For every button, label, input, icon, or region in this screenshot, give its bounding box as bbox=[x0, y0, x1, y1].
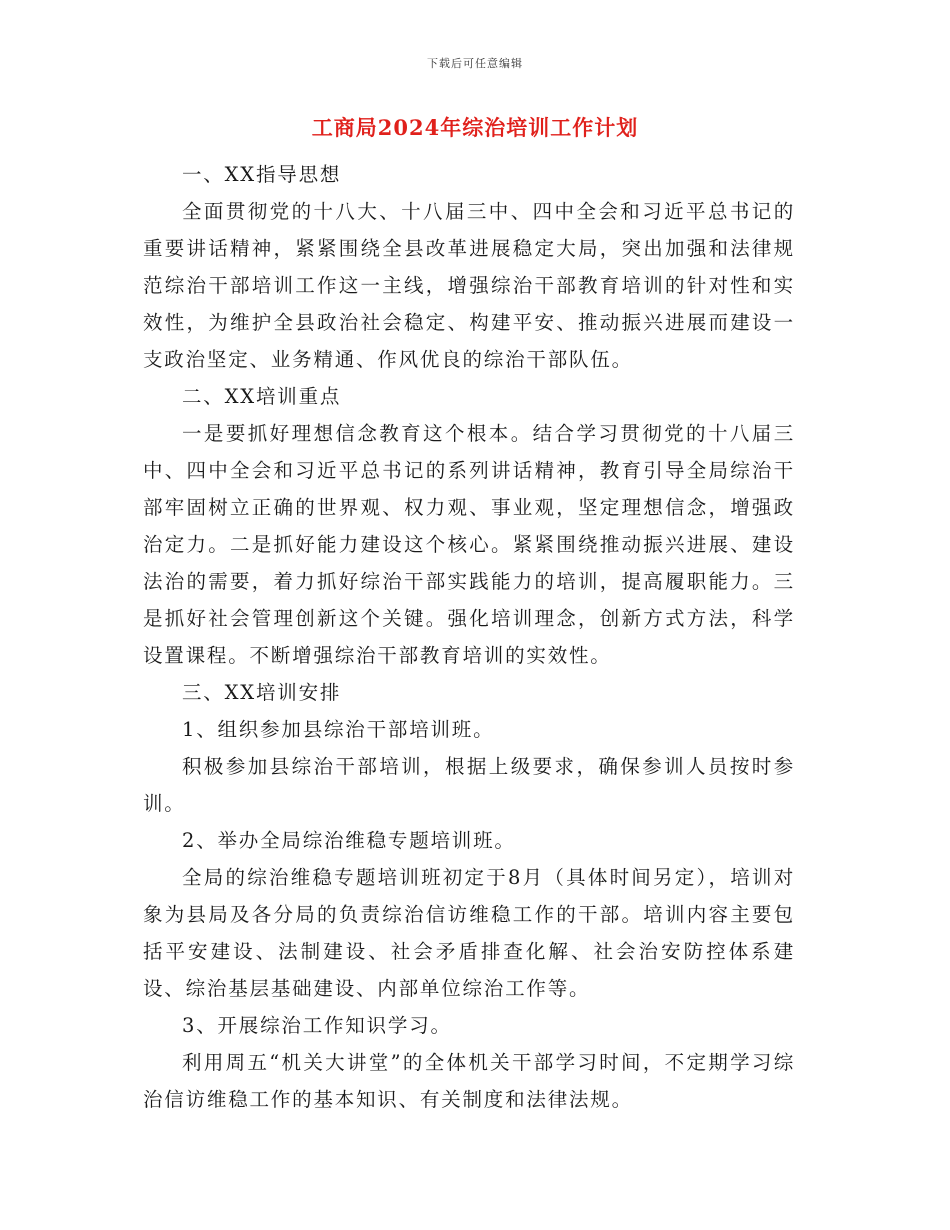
item-heading-knowledge-study: 3、开展综治工作知识学习。 bbox=[182, 1014, 452, 1037]
paragraph-special-class: 全局的综治维稳专题培训班初定于8月（具体时间另定），培训对象为县局及各分局的负责综治信访维稳工作的干部。培训内容主要包括平安建设、法制建设、社会矛盾排查化解、社会治安防控体系建设、综治基层基础建设、内部单位综治工作等。 bbox=[143, 866, 795, 1000]
item-heading-county-class: 1、组织参加县综治干部培训班。 bbox=[182, 718, 495, 741]
header-note: 下载后可任意编辑 bbox=[427, 57, 523, 70]
section-heading-training-focus: 二、XX培训重点 bbox=[182, 385, 342, 408]
section-heading-guiding-thought: 一、XX指导思想 bbox=[182, 163, 342, 186]
paragraph-knowledge-study: 利用周五“机关大讲堂”的全体机关干部学习时间，不定期学习综治信访维稳工作的基本知识、有关制度和法律法规。 bbox=[143, 1051, 795, 1111]
section-heading-training-arrangement: 三、XX培训安排 bbox=[182, 681, 342, 704]
paragraph-training-focus: 一是要抓好理想信念教育这个根本。结合学习贯彻党的十八届三中、四中全会和习近平总书记的系列讲话精神，教育引导全局综治干部牢固树立正确的世界观、权力观、事业观，坚定理想信念，增强政治定力。二是抓好能力建设这个核心。紧紧围绕推动振兴进展、建设法治的需要，着力抓好综治干部实践能力的培训，提高履职能力。三是抓好社会管理创新这个关键。强化培训理念，创新方式方法，科学设置课程。不断增强综治干部教育培训的实效性。 bbox=[143, 422, 795, 667]
paragraph-county-class: 积极参加县综治干部培训，根据上级要求，确保参训人员按时参训。 bbox=[143, 755, 795, 815]
item-heading-special-class: 2、举办全局综治维稳专题培训班。 bbox=[182, 829, 516, 852]
document-body bbox=[143, 156, 795, 1118]
document-title: 工商局2024年综治培训工作计划 bbox=[311, 115, 639, 140]
paragraph-guiding-thought: 全面贯彻党的十八大、十八届三中、四中全会和习近平总书记的重要讲话精神，紧紧围绕全县改革进展稳定大局，突出加强和法律规范综治干部培训工作这一主线，增强综治干部教育培训的针对性和实效性，为维护全县政治社会稳定、构建平安、推动振兴进展而建设一支政治坚定、业务精通、作风优良的综治干部队伍。 bbox=[143, 200, 795, 371]
